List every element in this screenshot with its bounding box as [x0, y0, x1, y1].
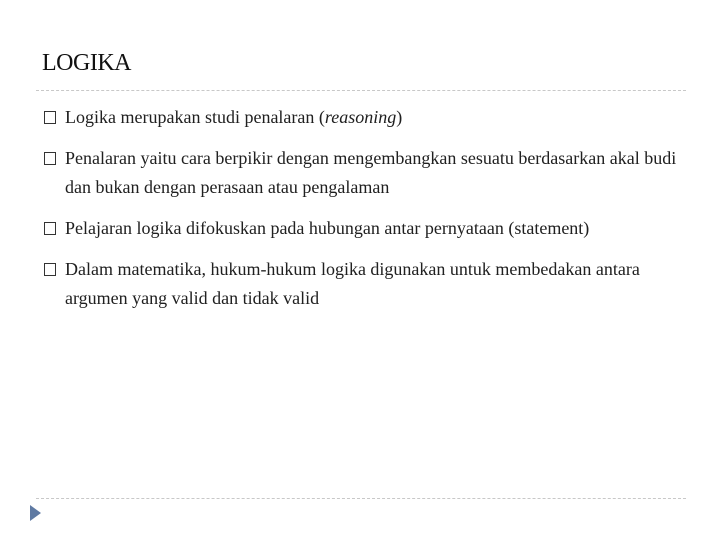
- bullet-item: [42, 103, 692, 132]
- bullet-item: [42, 144, 692, 202]
- title-divider: [36, 90, 686, 91]
- checkbox-square-icon: [44, 152, 56, 165]
- checkbox-square-icon: [44, 111, 56, 124]
- bullet-list: [42, 103, 692, 325]
- bullet-text: Dalam matematika, hukum-hukum logika digunakan untuk membedakan antara argumen yang valid dan tidak valid: [65, 259, 640, 308]
- slide-title: LOGIKA: [42, 50, 131, 76]
- checkbox-square-icon: [44, 263, 56, 276]
- bullet-text-emphasis: reasoning: [324, 107, 397, 127]
- bullet-text: [65, 107, 402, 127]
- play-arrow-icon[interactable]: [30, 505, 41, 521]
- bullet-item: [42, 255, 692, 313]
- bullet-text-part: ): [396, 107, 403, 127]
- bullet-item: [42, 214, 692, 243]
- checkbox-square-icon: [44, 222, 56, 235]
- bullet-text: Penalaran yaitu cara berpikir dengan mengembangkan sesuatu berdasarkan akal budi dan bukan dengan perasaan atau pengalaman: [65, 148, 677, 197]
- footer-divider: [36, 498, 686, 499]
- bullet-text: Pelajaran logika difokuskan pada hubungan antar pernyataan (statement): [65, 218, 590, 238]
- bullet-text-part: Logika merupakan studi penalaran (: [65, 107, 325, 127]
